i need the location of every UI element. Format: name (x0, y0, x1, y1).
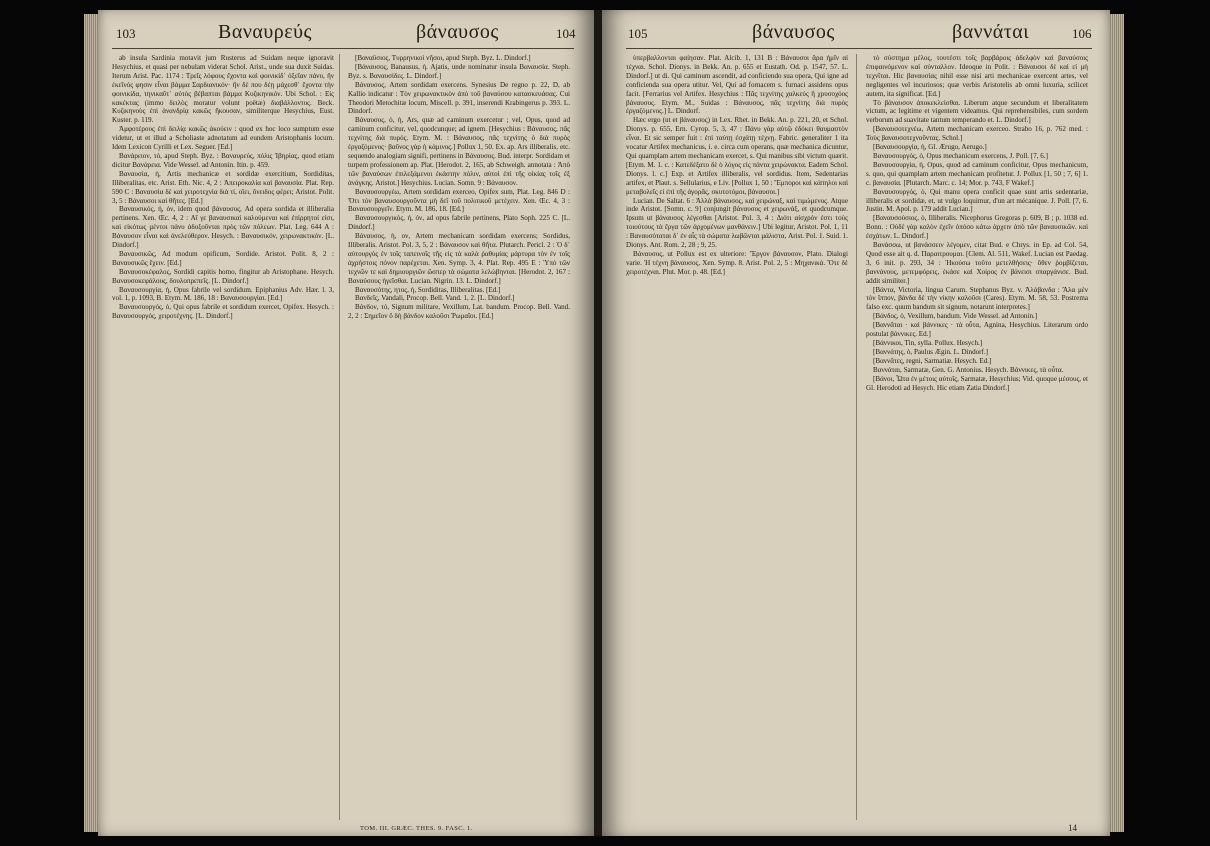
page-number: 105 (628, 26, 648, 41)
right-page (602, 10, 1110, 836)
column-divider (339, 54, 340, 820)
column-text (626, 54, 848, 277)
running-headword: βάναυσος (752, 21, 835, 43)
entry-paragraph: Βαναυσουργός, ὁ, Qui opus fabrile et sordidum exercet, Opifex. Hesych. : Βαναυσουργός, χειροτέχνης. [L. Dindorf.] (112, 303, 334, 321)
page-number: 103 (116, 26, 136, 41)
text-column (866, 54, 1088, 820)
entry-paragraph: [Βαναυσουργία, ἡ, Gl. Ærugo, Aerugo.] (873, 143, 987, 152)
entry-paragraph: [Βαννάτης, ὁ, Paulus Ægin. L. Dindorf.] (873, 347, 989, 356)
entry-paragraph: Βανάρειον, τό, apud Steph. Byz. : Βαναυρεύς, πόλις Ἰβηρίας, quod etiam dicitur Βανάρεια. Vide Wessel. ad Antonin. Itin. p. 459. (112, 151, 334, 169)
entry-paragraph: Βαναυσουργός, ὁ, Opus mechanicum exercens, J. Poll. [7, 6.] (873, 151, 1048, 160)
entry-paragraph: Βαναυσοκέφαλος, Sordidi capitis homo, fingitur ab Aristophane. Hesych. Βαναυσοκεφάλους, δουλοπρεπεῖς. [L. Dindorf.] (112, 267, 334, 285)
column-text (348, 54, 570, 321)
left-page-header (98, 21, 594, 46)
entry-paragraph: Βανάσσω, ut βανάσσειν λέγομεν, citat Bud. e Chrys. in Ep. ad Col. 54, Quod esse ait q. d. Παραιτρουμαι. [Clem. Al. 511, Wakef. Lucian est Paedag. 3, 6 init. p. 293, 34 : Ἠκούσω τοῦτο μετελθήσεις· ὅθεν ῥομβίζεται, βαννάνους, μετεμφόρεις, ἐκάσε καὶ Χοίρος ἐν βάνεισι σπαργάνισε. Bud. addit similiter.] (866, 241, 1088, 285)
entry-paragraph: Lucian. De Saltat. 6 : Ἀλλὰ βάναυσος, καὶ χειρώναξ, καὶ τιμώμενος. Atque inde Aristot. [Somn. c. 9] conjungit βάναυσος et χειρωνάξ, et quodcumque. Ipsum ut βάναυσος λέγεσθαι [Aristot. Pol. 3, 4 : Διότι αἰσχρόν ἐστι τοὺς τοιούτους τὰ ἔργα τῶν ἀρχομένων μανθάνειν.] Ubi legitur, Aristot. Pol. 1, 11 : Βαναυσόταται δ᾽ ἐν αἷς τὰ σώματα λωβῶνται μάλιστα, Arist. Pol. 1. Suid. 1. Dionys. Ant. Rom. 2, 28 ; 9, 25. (626, 196, 848, 250)
header-rule (626, 48, 1092, 49)
entry-paragraph: Βαναυσουργέω, Artem sordidam exerceo, Opifex sum, Plat. Leg. 846 D : Ὅτι τὸν βαναυσουργοῦντα μὴ δεῖ τοῦ πολιτικοῦ μετέχειν. Xen. Œc. 4, 3 : Βαναυσουργεῖν. Etym. M. 186, 18. [Ed.] (348, 187, 570, 214)
entry-paragraph: Βάναυσος, Artem sordidam exercens. Synesius De regno p. 22, D, ab Kallio indicatur : Τὸν χειρωνακτικὸν ἀπὸ τοῦ βαναύσου κατασκευάσας. Cui Theodori Metochitæ locum, Miscell. p. 391, inserendi Krabingerus p. 393. L. Dindorf. (348, 80, 570, 116)
page-edge-right (1110, 14, 1124, 832)
entry-paragraph: [Βαννᾶτες, regni, Sarmatiæ. Hesych. Ed.] (873, 356, 992, 365)
entry-paragraph: Βαναυσουργία, ἡ, Opus, quod ad caminum conficitur, Opus mechanicum, s. quo, qui quamplam artem mechanicam profitetur. J. Pollux [1, 50 ; 7, 6] 1. c. βαναυσία. [Plutarch. Marc. c. 14; Mor. p. 743, F Wakef.] (866, 160, 1088, 187)
text-column (348, 54, 570, 820)
left-page (98, 10, 594, 836)
entry-paragraph: Βάναυσος, ὁ, ἡ, Ars, quæ ad caminum exercetur ; vel, Opus, quod ad caminum conficitur, vel, quodcunque; ad ignem. [Hesychius : Βάναυσος, πᾶς τεχνίτης διὰ πυρός. Etym. M. : Βάναυσος, πᾶς τεχνίτης ὁ διὰ πυρὸς ἐργαζόμενος· βαῦνος γὰρ ἡ κάμινος.] Pollux 1, 50. Ex. ap. Ars illiberalis, etc. sequendo analogiam signifi, pertinens in Βάναυσος. Bud. interpr. Sordidam et turpem professionem ap. Plat. [Herodot. 2, 165, ab Schweigh. annotata : Ἀπὸ τῶν βαναύσων ἐπιλεξάμενοι ἑκάστην πόλιν, αὐτοὶ ἐπὶ τῆς οἰκίας τοῖς ἐξ ἀνάγκης. Aristot.] Hesychius. Lucian. Somn. 9 : Βάναυσον. (348, 116, 570, 187)
footer-text: TOM. III. GRÆC. THES. 9. FASC. 1. (360, 825, 473, 832)
running-headword: βάναυσος (416, 21, 499, 43)
right-page-header (602, 21, 1110, 46)
entry-paragraph: [Βαναυσούσιος, ὁ, Illiberalis. Nicephorus Gregoras p. 609, B ; p. 1038 ed. Bonn. : Οὐδὲ γὰρ καλὸν ἐχεῖν ὁπόσο κάτω ἀρχειν ἀπὸ τῶν βαναυσικῶν. καὶ ἐσχάτων. L. Dindorf.] (866, 214, 1088, 241)
page-number: 106 (1072, 26, 1092, 41)
entry-paragraph: Hæc ergo (ut et βάναυσος) in Lex. Rhet. in Bekk. An. p. 221, 20, et Schol. Dionys. p. 655, Ern. Cyrop. 5, 3, 47 : Πάνυ γὰρ αὐτῷ ἐδόκει θαυμαστὸν εἶναι. Et sic semper fuit : ἐπὶ ταύτῃ ἐσχάτῃ τέχνῃ. Fabric. generaliter 1 ita vocatur Artifex mechanicus, i. e. circa cum operans, quæ mechanica dicuntur, Qui quamplam artem mechanicam exercet, s. Qui manibus sibi victum quærit. [Etym. M. 1. c. : Κατεδέξατο δὲ ὁ λόγος εἰς πάντα χειρώνακτα. Eadem Schol. Dionys. l. c.] Exp. et Artifex illiberalis, vel sordidus. Item, Sedentarias artifex, et Plaut. s. Sellularius, e Liv. [Pollux 1, 50 : Ἔμποροι καὶ κάπηλοι καὶ μεταβολεῖς εἰ ἐπὶ τῆς ἀγορᾶς, σκυτοτόμοι, βάναυσοι.] (626, 116, 848, 196)
entry-paragraph: Βαναυσότης, ητος, ἡ, Sordiditas, Illiberalitas. [Ed.] (355, 285, 501, 294)
signature-mark: 14 (1068, 823, 1077, 833)
entry-paragraph: Βαναυσικῶς, Ad modum opificum, Sordide. Aristot. Polit. 8, 2 : Βαναυσικῶς ἔχειν. [Ed.] (112, 249, 334, 267)
book-gutter (594, 10, 602, 836)
column-text (112, 54, 334, 321)
entry-paragraph: ὑπερβαλλονται φαίησαν. Plat. Alcib. 1, 131 B : Βάναυσοι ἄρα ἡμῖν αἱ τέχναι. Schol. Dionys. in Bekk. An. p. 655 et Eustath. Od. p. 1547, 57. L. Dindorf.] ut di. Qui caminum ascendit, ad conficiendo sua opera, Qui igne ad conficienda sua opera utitur. Vel, Qui ad fornacem s. furnaci assidens opus facit. [Ferrarius vel Artifex. Hesychius : Πᾶς τεχνίτης χαλκεύς ἢ χρυσοχόος βάναυσος. Etym. M., Suidas : Βάναυσος, πᾶς τεχνίτης διὰ πυρὸς ἐργαζόμενος.] L. Dindorf. (626, 54, 848, 116)
header-rule (112, 48, 574, 49)
column-divider (856, 54, 857, 820)
entry-paragraph: Βάναυσος, ut Pollux est ex ulteriore: Ἔργον βάναυσον, Plato. Dialogi varie. Ἡ τέχνη βάναυσος, Xen. Symp. 8. Arist. Pol. 2, 5 : Μηχανικά. Ὅτε δὲ χειροτέχναι. Plut. Mor. p. 48. [Ed.] (626, 249, 848, 276)
entry-paragraph: Βανδεῖς, Vandali, Procop. Bell. Vand. 1, 2. [L. Dindorf.] (355, 294, 515, 303)
entry-paragraph: Βαναυσουργός, ὁ, Qui manu opera conficit quae sunt artis sedentariæ, illiberalis et sordidæ, et, ut vulgo loquimur, d'un art mécanique. J. Poll. [7, 6. Justin. M. Apol. p. 179 addit Lucian.] (866, 187, 1088, 214)
entry-paragraph: [Βάνδος, ὁ, Vexillum, bandum. Vide Wessel. ad Antonin.] (873, 312, 1038, 321)
entry-paragraph: [Βάνοι, Ὦτα ἐν μέτοις αὐτοῖς, Sarmatæ, Hesychius; Vid. quoque μέσους, et Gl. Herodoti ad Hesych. Hic etiam Zatia Dindorf.] (866, 374, 1088, 392)
entry-paragraph: Ἀμφοτέρους ἐπὶ δειλίᾳ κακῶς ἀκούειν : quod ex hoc loco sumptum esse videtur, ut et illud a Scholiaste adnotatum ad eundem Aristophanis locum. Idem Lexicon Cyrilli et Lex. Seguer. [Ed.] (112, 125, 334, 152)
text-column (626, 54, 848, 820)
entry-paragraph: Βαννάται, Sarmatæ, Gen. G. Antonius. Hesych. Βάννικες, τὰ οὖτα. (873, 365, 1064, 374)
entry-paragraph: [Βαννᾶται · καὶ βάννικες · τὰ οὖτα, Agnina, Hesychius. Literarum ordo postulat βάννικες. Ed.] (866, 321, 1088, 339)
page-number: 104 (556, 26, 576, 41)
entry-paragraph: Βαναυσικός, ή, όν, idem quod βάναυσος, Ad opera sordida et illiberalia pertinens. Xen. Œc. 4, 2 : Αἵ γε βαναυσικαὶ καλούμεναι καὶ ἐπίρρητοί εἰσι, καὶ εἰκότως μέντοι πάνυ ἀδοξοῦνται πρὸς τῶν πόλεων. Plat. Leg. 644 A : Βάναυσον εἶναι καὶ ἀνελεύθερον. Hesych. : Βαναυσικόν, χειρωνακτικόν. [L. Dindorf.] (112, 205, 334, 250)
entry-paragraph: Βαναυσία, ἡ, Artis mechanicæ et sordidæ exercitium, Sordiditas, Illiberalitas, etc. Arist. Eth. Nic. 4, 2 : Ἀπειροκαλία καὶ βαναυσία. Plat. Rep. 590 C : Βαναυσία δὲ καὶ χειροτεχνία διὰ τί, οἴει, ὄνειδος φέρει; Aristot. Polit. 3, 5 : Βάναυσοι καὶ θῆτες. [Ed.] (112, 169, 334, 205)
running-headword: Βαναυρεύς (218, 21, 312, 43)
running-headword: βαννάται (952, 21, 1030, 43)
entry-paragraph: Βαναυσουργικός, ή, όν, ad opus fabrile pertinens, Plato Soph. 225 C. [L. Dindorf.] (348, 214, 570, 232)
entry-paragraph: [Βαναυσοτεχνέω, Artem mechanicam exerceo. Strabo 16, p. 762 med. : Τοὺς βαναυσοτεχνοῦντας. Schol.] (866, 125, 1088, 143)
entry-paragraph: [Βάντα, Victoria, lingua Carum. Stephanus Byz. v. Ἀλάβανδα : Ἄλα μὲν τὸν ἵππον, βάνδα δὲ τὴν νίκην καλοῦσι (Cares). Etym. M. 58, 53. Postrema falso exc. quum bandum sit signum, notarunt interpretes.] (866, 285, 1088, 312)
entry-paragraph: Τὸ βάναυσον ἀποκεκλείσθαι. Liberum atque secundum et liberalitatem victum, ac legitime et vigentem videamus. Qui reprehensibiles, cum sordem verborum ad suavitate tantum temperando et. L. Dindorf.] (866, 98, 1088, 125)
entry-paragraph: Βαναυσουργία, ἡ, Opus fabrile vel sordidum. Epiphanius Adv. Hær. l. 3, vol. 1, p. 1093, B. Etym. M. 186, 18 : Βαναυσουργίαι. [Ed.] (112, 285, 334, 303)
entry-paragraph: [Βάννικοι, Tin, sylla. Pollux. Hesych.] (873, 339, 983, 347)
entry-paragraph: [Βάναυσος, Banausus, ἡ. Ajatis, unde nominatur insula Βαναυσία. Steph. Byz. s. Βαναυσίδες. L. Dindorf.] (348, 62, 570, 80)
entry-paragraph: τὸ σύστημα μέλος, τουτέστι τοῖς βαρβάροις ἀδελφὸν καὶ βαναύσοις ἐπιφαινόμενον καὶ σύνταλλον. Ideoque in Polit. : Βάναυσοι δὲ καὶ εἰ μὴ τεχνῖται. Hic βαναυσίας nihil esse nisi arti mechanicae exercent artes, vel negligentes vel incuriosos; quæ verbis Aristotelis ab omni luxuria, scilicet autem, ita significat. [Ed.] (866, 54, 1088, 98)
column-text (866, 54, 1088, 392)
entry-paragraph: Βάναυσος, ἡ, ον, Artem mechanicam sordidam exercens; Sordidus, Illiberalis. Aristot. Pol. 3, 5, 2 : Βάναυσον καὶ θῆτα. Plutarch. Pericl. 2 : Ὁ δ᾽ αὐτουργὸς ἐν τοῖς ταπεινοῖς τῆς εἰς τὰ καλὰ ῥαθυμίας μάρτυρα τὸν ἐν τοῖς ἀχρήστοις πόνον παρέχεται. Xen. Symp. 3, 4. Plat. Rep. 495 E : Ὑπὸ τῶν τεχνῶν τε καὶ δημιουργιῶν ὥσπερ τὰ σώματα λελώβηνται. [Herodot. 2, 167 : Βαναύσους ἡγεῖσθαι. Lucian. Nigrin. 13. L. Dindorf.] (348, 232, 570, 285)
text-column (112, 54, 334, 820)
entry-paragraph: ab insula Sardinia motavit jum Rusterus ad Suidam neque ignoravit Hesychius, et quasi per nebulam viderat Schol. Arist., unde sua duxit Suidas. Iterum Arist. Pac. 1174 : Τρεῖς λόφους ἔχοντα καὶ φοινικίδ᾽ ὀξεῖαν πάνυ, ἣν ἐκεῖνός φησιν εἶναι βάμμα Σαρδιανικόν· ἢν δὲ που δέῃ μάχεσθ᾽ ἔχοντα τὴν φοινικίδα, τηνικαῦτ᾽ αὐτὸς βέβαπται βάμμα Κυζικηνικόν. Ubi Schol. : Εἰς κακέκτας (immo δειλὸς moratur volunt poëtæ) διαβάλλοντος. Beck. Κυζικηνοὺς ἐπὶ ἀνανδρίᾳ κακῶς ἤκουσαν, similiterque Hesychius, Eust. Kuster. p. 119. (112, 54, 334, 125)
entry-paragraph: [Βαναΰσιος, Τυρρηνικοὶ νῆσοι, apud Steph. Byz. L. Dindorf.] (355, 54, 531, 62)
page-edge-left (84, 14, 98, 832)
entry-paragraph: Βάνδον, τό, Signum militare, Vexillum, Lat. bandum. Procop. Bell. Vand. 2, 2 : Σημεῖον ὃ δὴ βάνδον καλοῦσι Ῥωμαῖοι. [Ed.] (348, 303, 570, 321)
